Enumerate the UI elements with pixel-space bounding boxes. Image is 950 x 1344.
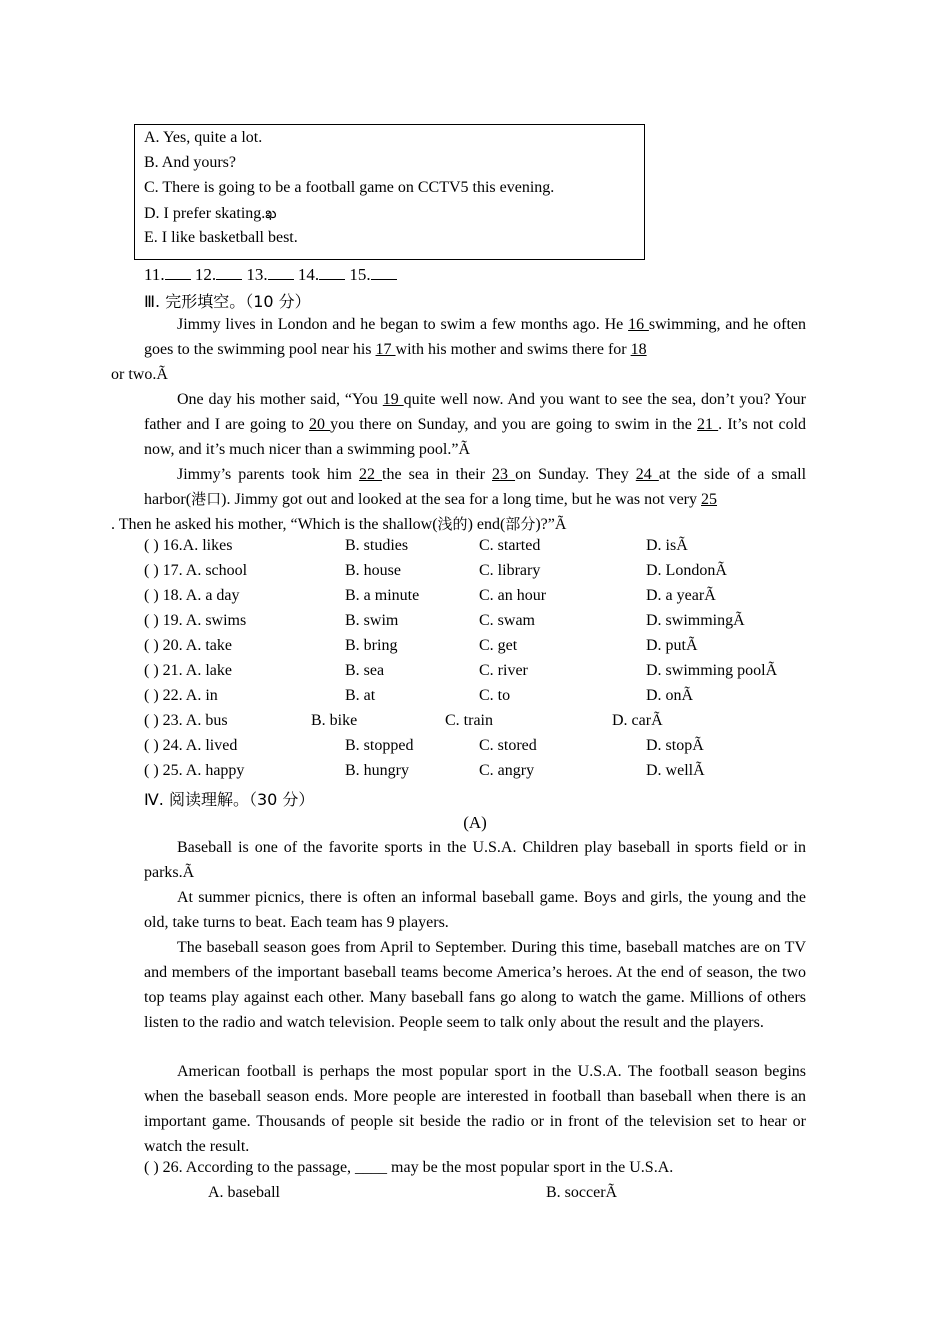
question-stem: ( ) 25. A. happy [144, 762, 245, 779]
option-c: C. There is going to be a football game on CCTV5 this evening. [144, 179, 555, 196]
question-row [144, 762, 844, 787]
option-d: D. stopÃ [646, 737, 704, 754]
option-b: B. swim [345, 612, 399, 629]
blank-23: 23 [492, 466, 516, 483]
section4-heading: Ⅳ. 阅读理解。（30 分） [144, 790, 315, 809]
option-b: B. bike [311, 712, 358, 729]
answer-line [144, 265, 397, 285]
option-c: C. library [479, 562, 541, 579]
option-e: E. I like basketball best. [144, 229, 298, 246]
option-c: C. stored [479, 737, 537, 754]
option-a: A. Yes, quite a lot. [144, 129, 263, 146]
answer-blank[interactable] [165, 279, 191, 280]
question-26-option-b: B. soccerÃ [546, 1184, 618, 1201]
option-b: B. studies [345, 537, 409, 554]
blank-16: 16 [628, 316, 649, 333]
answer-num: 11. [144, 265, 165, 284]
option-b: B. And yours? [144, 154, 236, 171]
answer-blank[interactable] [319, 279, 345, 280]
reading-paragraph-1: Baseball is one of the favorite sports in the U.S.A. Children play baseball in sports field or in parks.Ã [144, 839, 806, 881]
cloze-paragraph-3 [111, 462, 807, 537]
option-b: B. stopped [345, 737, 414, 754]
option-b: B. house [345, 562, 401, 579]
blank-18: 18 [630, 341, 647, 358]
option-d: D. swimming poolÃ [646, 662, 778, 679]
text: 港口 [191, 490, 222, 508]
text: quite well now. And you want to see the sea, don’t you? Your father and I are going to [144, 391, 807, 433]
blank-17: 17 [375, 341, 396, 358]
option-b: B. a minute [345, 587, 420, 604]
option-d: D. swimmingÃ [646, 612, 745, 629]
text: . It’s not cold now, and it’s much nicer than a swimming pool.”Ã [144, 416, 807, 458]
option-b: B. bring [345, 637, 398, 654]
question-26-option-a: A. baseball [208, 1184, 280, 1201]
question-stem: ( ) 18. A. a day [144, 587, 240, 604]
question-row [144, 637, 844, 662]
text: ) end( [467, 516, 506, 533]
option-d [144, 204, 277, 226]
question-stem: ( ) 21. A. lake [144, 662, 232, 679]
text: 浅的 [437, 515, 468, 533]
question-row [144, 687, 844, 712]
option-b: B. sea [345, 662, 385, 679]
question-row [144, 612, 844, 637]
option-c: C. an hour [479, 587, 547, 604]
option-b: B. hungry [345, 762, 409, 779]
option-c: C. train [445, 712, 493, 729]
passage-label: (A) [463, 813, 487, 832]
answer-num: 15. [349, 265, 371, 284]
blank-22: 22 [358, 466, 383, 483]
text: at the side of a small harbor( [144, 466, 807, 508]
option-d-text: D. I prefer skating. [144, 205, 266, 222]
text: One day his mother said, “You [177, 391, 383, 408]
question-stem: ( ) 24. A. lived [144, 737, 238, 754]
option-c: C. river [479, 662, 528, 679]
option-d: D. onÃ [646, 687, 694, 704]
question-row [144, 562, 844, 587]
question-stem: ( ) 16.A. likes [144, 537, 233, 554]
option-d: D. a yearÃ [646, 587, 716, 604]
odd-glyph-icon: ఖ [265, 204, 277, 222]
cloze-paragraph-1 [111, 312, 807, 387]
question-stem: ( ) 23. A. bus [144, 712, 228, 729]
blank-25: 25 [701, 491, 718, 508]
question-row [144, 587, 844, 612]
question-row [144, 712, 844, 737]
reading-paragraph-3: The baseball season goes from April to September. During this time, baseball matches are on TV and members of the important baseball teams become America’s heroes. At the end of season, the two top teams play against each other. Many baseball fans go along to watch the game. Millions of others listen to the radio and watch television. People seem to talk only about the result and the players. [144, 939, 806, 1031]
option-c: C. started [479, 537, 541, 554]
option-c: C. to [479, 687, 511, 704]
answer-num: 14. [297, 265, 320, 284]
option-c: C. angry [479, 762, 535, 779]
answer-blank[interactable] [371, 279, 397, 280]
option-b: B. at [345, 687, 376, 704]
text: . Then he asked his mother, “Which is the shallow( [111, 516, 438, 533]
text: you there on Sunday, and you are going to swim in the [330, 416, 698, 433]
text: or two.Ã [111, 366, 168, 383]
question-stem: ( ) 22. A. in [144, 687, 218, 704]
options-box [134, 124, 645, 260]
blank-21: 21 [697, 416, 719, 433]
answer-num: 13. [246, 265, 268, 284]
option-d: D. putÃ [646, 637, 698, 654]
question-stem: ( ) 17. A. school [144, 562, 248, 579]
text: ). Jimmy got out and looked at the sea for a long time, but he was not very [221, 491, 702, 508]
text: the sea in their [382, 466, 492, 483]
text: Jimmy’s parents took him [177, 466, 359, 483]
question-stem: ( ) 20. A. take [144, 637, 232, 654]
text: swimming, and he often goes to the swimming pool near his [144, 316, 807, 358]
text: )?”Ã [535, 516, 567, 533]
answer-num: 12. [194, 265, 217, 284]
option-d: D. isÃ [646, 537, 688, 554]
text: Jimmy lives in London and he began to swim a few months ago. He [177, 316, 629, 333]
option-c: C. swam [479, 612, 535, 629]
reading-paragraph-2: At summer picnics, there is often an informal baseball game. Boys and girls, the young and the old, take turns to beat. Each team has 9 players. [144, 889, 806, 931]
option-c: C. get [479, 637, 518, 654]
section3-heading: Ⅲ. 完形填空。（10 分） [144, 292, 311, 311]
blank-19: 19 [382, 391, 404, 408]
answer-blank[interactable] [216, 279, 242, 280]
question-26-stem: ( ) 26. According to the passage, ____ may be the most popular sport in the U.S.A. [144, 1159, 674, 1176]
answer-blank[interactable] [268, 279, 294, 280]
text: on Sunday. They [515, 466, 636, 483]
question-row [144, 662, 844, 687]
text: with his mother and swims there for [395, 341, 631, 358]
option-d: D. carÃ [612, 712, 663, 729]
cloze-paragraph-2 [144, 387, 806, 462]
text: 部分 [505, 515, 536, 533]
question-row [144, 537, 844, 562]
blank-20: 20 [309, 416, 331, 433]
question-row [144, 737, 844, 762]
question-stem: ( ) 19. A. swims [144, 612, 247, 629]
reading-paragraph-4: American football is perhaps the most popular sport in the U.S.A. The football season begins when the baseball season ends. More people are interested in football than baseball when there is an important game. Thousands of people sit beside the radio or in front of the television set to hear or watch the result. [144, 1063, 806, 1155]
option-d: D. wellÃ [646, 762, 705, 779]
blank-24: 24 [635, 466, 659, 483]
option-d: D. LondonÃ [646, 562, 727, 579]
